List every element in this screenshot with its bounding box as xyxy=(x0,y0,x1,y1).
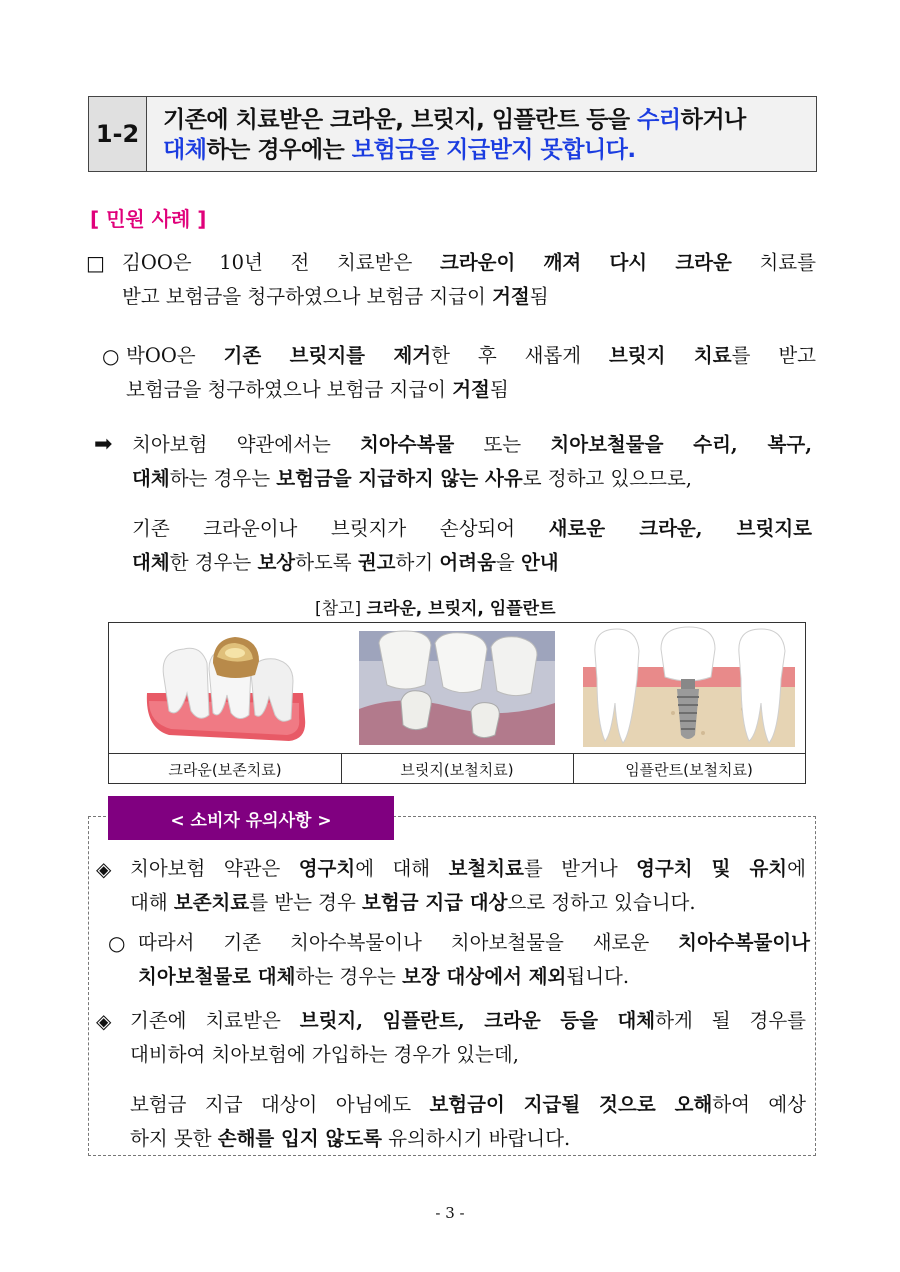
checkbox-icon: □ xyxy=(86,251,105,275)
reference-table xyxy=(108,622,806,784)
section-title: 기존에 치료받은 크라운, 브릿지, 임플란트 등을 수리하거나 대체하는 경우에는 보험금을 지급받지 못합니다. xyxy=(163,107,746,163)
section-header xyxy=(88,96,817,172)
implant-caption: 임플란트(보철치료) xyxy=(573,753,805,784)
bridge-caption: 브릿지(보철치료) xyxy=(341,753,574,784)
case-title: [ 민원 사례 ] xyxy=(90,207,207,231)
case-2: ○ 박OO은 기존 브릿지를 제거한 후 새롭게 브릿지 치료를 받고 보험금을 청구하였으나 보험금 지급이 거절됨 xyxy=(102,339,816,407)
implant-image xyxy=(573,623,806,753)
notice-item-3: ◈ 기존에 치료받은 브릿지, 임플란트, 크라운 등을 대체하게 될 경우를 대비하여 치아보험에 가입하는 경우가 있는데, 보험금 지급 대상이 아님에도 보험금이 지급될 것으로 오해하여 예상 하지 못한 손해를 입지 않도록 유의하시기 바랍니다. xyxy=(96,1004,806,1156)
case-1: □ 김OO은 10년 전 치료받은 크라운이 깨져 다시 크라운 치료를 받고 보험금을 청구하였으나 보험금 지급이 거절됨 xyxy=(86,246,816,314)
diamond-bullet-icon: ◈ xyxy=(96,1009,112,1033)
reference-caption: [참고] 크라운, 브릿지, 임플란트 xyxy=(315,599,556,619)
page-number: - 3 - xyxy=(435,1204,465,1222)
crown-image xyxy=(109,623,342,753)
bridge-image xyxy=(341,623,574,753)
circle-bullet-icon: ○ xyxy=(102,344,120,368)
notice-item-1: ◈ 치아보험 약관은 영구치에 대해 보철치료를 받거나 영구치 및 유치에 대해 보존치료를 받는 경우 보험금 지급 대상으로 정하고 있습니다. xyxy=(96,852,806,920)
circle-bullet-icon: ○ xyxy=(108,931,126,955)
crown-caption: 크라운(보존치료) xyxy=(109,753,342,784)
case-conclusion: ➡ 치아보험 약관에서는 치아수복물 또는 치아보철물을 수리, 복구, 대체하는 경우는 보험금을 지급하지 않는 사유로 정하고 있으므로, 기존 크라운이나 브릿지가 손상되어 새로운 크라운, 브릿지로 대체한 경우는 보상하도록 권고하기 어려움을 안내 xyxy=(94,428,812,580)
notice-item-2: ○ 따라서 기존 치아수복물이나 치아보철물을 새로운 치아수복물이나 치아보철물로 대체하는 경우는 보장 대상에서 제외됩니다. xyxy=(108,926,810,994)
diamond-bullet-icon: ◈ xyxy=(96,857,112,881)
arrow-right-icon: ➡ xyxy=(94,432,113,457)
notice-tab: < 소비자 유의사항 > xyxy=(108,796,394,840)
section-number: 1-2 xyxy=(89,97,147,171)
